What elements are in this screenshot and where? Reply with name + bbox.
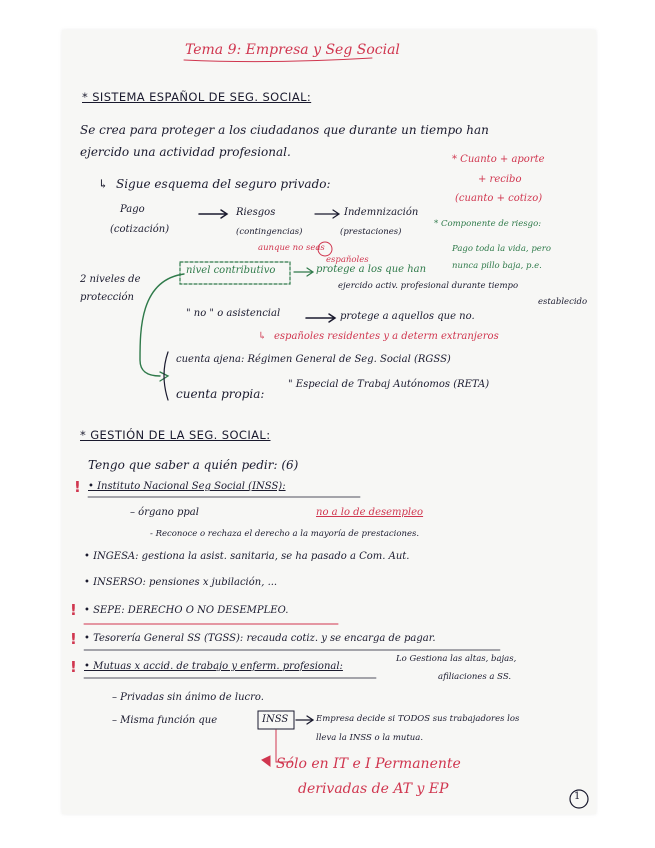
organo-ppal: – órgano ppal [130,507,199,518]
intro-line-1: Se crea para proteger a los ciudadanos que durante un tiempo han [80,123,489,137]
protege-asistencial: protege a aquellos que no. [340,311,475,322]
page-title: Tema 9: Empresa y Seg Social [185,42,400,58]
nivel-contributivo: nivel contributivo [186,265,276,276]
riesgos-label: Riesgos [236,207,276,218]
mutuas-item: • Mutuas x accid. de trabajo y enferm. profesional: [84,661,343,672]
cotizacion-label: (cotización) [110,224,170,235]
empresa-decide: Empresa decide si TODOS sus trabajadores los [316,714,520,724]
componente-riesgo: * Componente de riesgo: [434,219,542,229]
contingencias-label: (contingencias) [236,227,303,237]
establecido-note: establecido [538,297,588,307]
cuenta-ajena-line: cuenta ajena: Régimen General de Seg. Social (RGSS) [176,354,451,365]
indemnizacion-label: Indemnización [344,207,419,218]
reconoce-derecho: - Reconoce o rechaza el derecho a la mayoría de prestaciones. [150,529,420,539]
solo-it-ip: Sólo en IT e I Permanente [276,756,461,772]
ejercido-activ: ejercido activ. profesional durante tiempo [338,281,519,291]
inss-item: • Instituto Nacional Seg Social (INSS): [88,481,286,492]
niveles-label-1: 2 niveles de [80,274,141,285]
espanoles-note: españoles [326,255,369,265]
aside-cuanto-aporte: * Cuanto + aporte [452,154,545,165]
aside-cuanto-cotizo: (cuanto + cotizo) [455,193,543,204]
afiliaciones: afiliaciones a SS. [438,672,512,682]
exclamation-icon: ! [70,630,77,648]
arrow-glyph: ↳ [258,331,267,342]
aside-recibo: + recibo [478,174,522,185]
espanoles-residentes: españoles residentes y a determ extranjeros [274,331,499,342]
section-heading-gestion: * GESTIÓN DE LA SEG. SOCIAL: [80,428,271,442]
aunque-no-seas: aunque no seas [258,243,325,253]
derivadas-at-ep: derivadas de AT y EP [298,781,449,797]
intro-line-2: ejercido una actividad profesional. [80,145,291,159]
prestaciones-label: (prestaciones) [340,227,402,237]
gestion-subtitle: Tengo que saber a quién pedir: (6) [88,458,299,472]
tgss-item: • Tesorería General SS (TGSS): recauda cotiz. y se encarga de pagar. [84,633,436,644]
nunca-pillo-baja: nunca pillo baja, p.e. [452,261,542,271]
nivel-asistencial: " no " o asistencial [186,308,281,319]
section-heading-sistema: * SISTEMA ESPAÑOL DE SEG. SOCIAL: [82,90,312,104]
insurance-scheme-label: Sigue esquema del seguro privado: [116,177,331,191]
inserso-item: • INSERSO: pensiones x jubilación, ... [84,577,278,588]
exclamation-icon: ! [70,601,77,619]
sepe-item: • SEPE: DERECHO O NO DESEMPLEO. [84,605,289,616]
lleva-inss-mutua: lleva la INSS o la mutua. [316,733,424,743]
misma-funcion-label: – Misma función que [112,715,218,726]
niveles-label-2: protección [80,292,134,303]
page-number: 1 [574,791,581,802]
cuenta-propia-text: " Especial de Trabaj Autónomos (RETA) [288,379,490,390]
exclamation-icon: ! [74,478,81,496]
privadas-line: – Privadas sin ánimo de lucro. [112,692,264,703]
cuenta-propia-label: cuenta propia: [176,387,265,401]
exclamation-icon: ! [70,658,77,676]
inss-box: INSS [262,714,289,725]
no-desempleo: no a lo de desempleo [316,507,424,518]
pago-toda-vida: Pago toda la vida, pero [452,244,551,254]
pago-label: Pago [120,204,145,215]
gestiona-altas: Lo Gestiona las altas, bajas, [396,654,517,664]
ingesa-item: • INGESA: gestiona la asist. sanitaria, se ha pasado a Com. Aut. [84,551,410,562]
protege-contributivo: protege a los que han [316,264,427,275]
arrow-glyph: ↳ [98,177,109,191]
